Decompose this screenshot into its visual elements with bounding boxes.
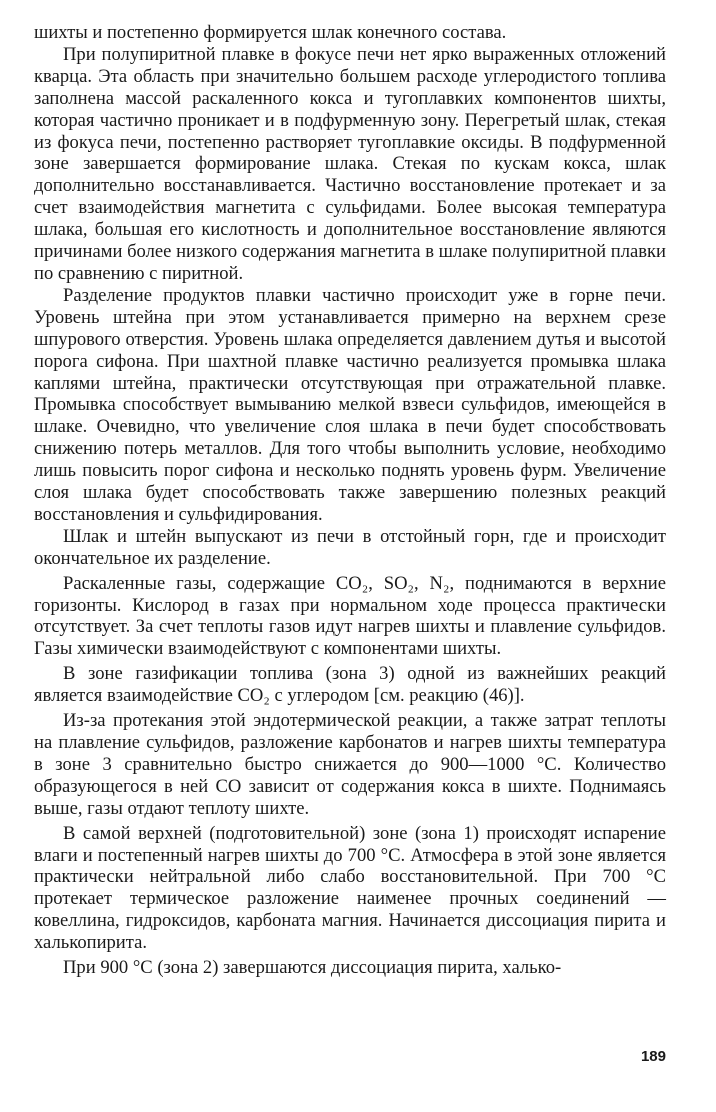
paragraph-4: Шлак и штейн выпускают из печи в отстойный горн, где и происходит окончательное их разделение. [34,525,666,569]
paragraph-1: шихты и постепенно формируется шлак конечного состава. [34,22,507,43]
paragraph-3: Разделение продуктов плавки частично происходит уже в горне печи. Уровень штейна при этом устанавливается примерно на верхнем срезе шпурового отверстия. Уровень шлака определяется давлением дутья и высотой порога сифона. При шахтной плавке частично реализуется промывка шлака каплями штейна, практически отсутствующая при отражательной плавке. Промывка способствует вымыванию мелкой взвеси сульфидов, имеющейся в шлаке. Очевидно, что увеличение слоя шлака в печи будет способствовать снижению потерь металлов. Для того чтобы выполнить условие, необходимо лишь повысить порог сифона и несколько поднять уровень фурм. Увеличение слоя шлака будет способствовать также завершению полезных реакций восстановления и сульфидирования. [34,284,666,525]
paragraph-5: Раскаленные газы, содержащие CO₂, SO₂, N₂, поднимаются в верхние горизонты. Кислород в газах при нормальном ходе процесса практически отсутствует. За счет теплоты газов идут нагрев шихты и плавление сульфидов. Газы химически взаимодействуют с компонентами шихты. [34,572,666,660]
paragraph-6: В зоне газификации топлива (зона 3) одной из важнейших реакций является взаимодействие CO₂ с углеродом [см. реакцию (46)]. [34,663,666,707]
paragraph-8: В самой верхней (подготовительной) зоне (зона 1) происходят испарение влаги и постепенный нагрев шихты до 700 °С. Атмосфера в этой зоне является практически нейтральной либо слабо восстановительной. При 700 °С протекает термическое разложение наименее прочных соединений — ковеллина, гидроксидов, карбоната магния. Начинается диссоциация пирита и халькопирита. [34,822,666,954]
body-text [34,22,666,979]
page-number: 189 [640,1048,666,1065]
paragraph-2: При полупиритной плавке в фокусе печи нет ярко выраженных отложений кварца. Эта область при значительно большем расходе углеродистого топлива заполнена массой раскаленного кокса и тугоплавких компонентов шихты, которая частично проникает и в подфурменную зону. Перегретый шлак, стекая из фокуса печи, постепенно растворяет тугоплавкие оксиды. В подфурменной зоне завершается формирование шлака. Стекая по кускам кокса, шлак дополнительно восстанавливается. Частично восстановление протекает и за счет взаимодействия магнетита с сульфидами. Более высокая температура шлака, большая его кислотность и дополнительное восстановление являются причинами более низкого содержания магнетита в шлаке полупиритной плавки по сравнению с пиритной. [34,43,666,284]
paragraph-9: При 900 °С (зона 2) завершаются диссоциация пирита, халько- [63,957,562,979]
paragraph-7: Из-за протекания этой эндотермической реакции, а также затрат теплоты на плавление сульфидов, разложение карбонатов и нагрев шихты температура в зоне 3 сравнительно быстро снижается до 900—1000 °С. Количество образующегося в ней CO зависит от содержания кокса в шихте. Поднимаясь выше, газы отдают теплоту шихте. [34,710,666,819]
